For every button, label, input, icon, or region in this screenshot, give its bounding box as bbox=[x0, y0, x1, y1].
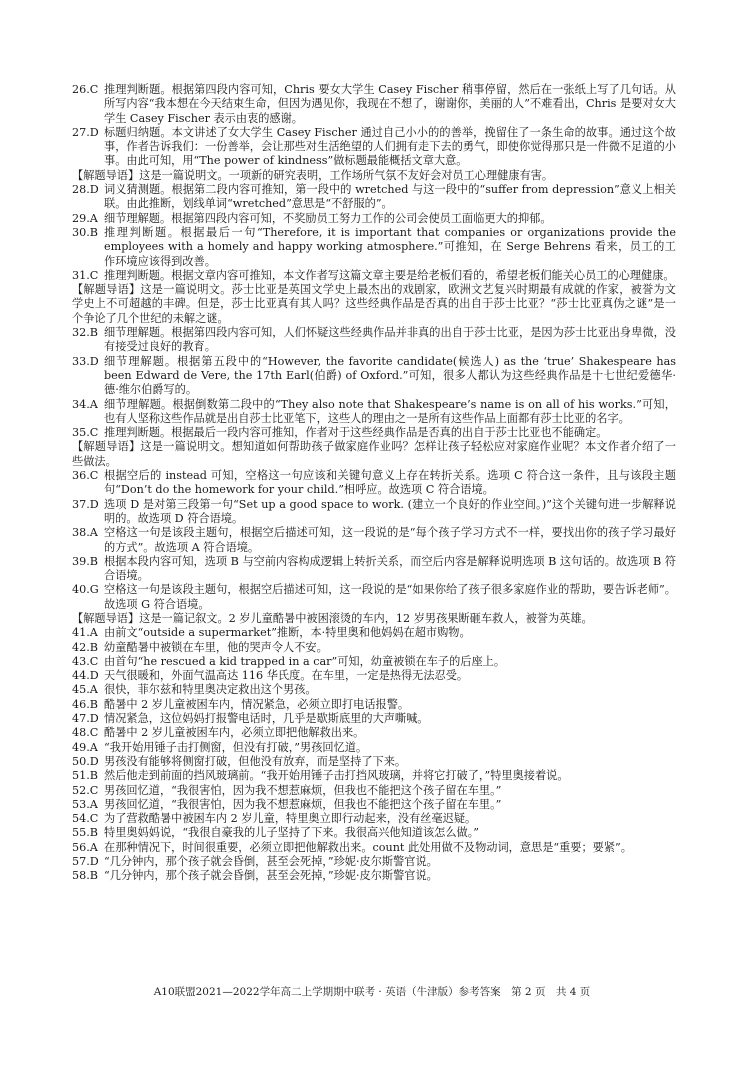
answer-item bbox=[72, 841, 676, 855]
answer-item bbox=[72, 212, 676, 226]
answer-item bbox=[72, 798, 676, 812]
answer-number: 56.A bbox=[72, 840, 98, 854]
answer-item bbox=[72, 555, 676, 584]
answer-explanation: 酷暑中 2 岁儿童被困车内，情况紧急，必须立即打电话报警。 bbox=[104, 697, 410, 711]
answer-number: 45.A bbox=[72, 683, 98, 697]
answer-number: 53.A bbox=[72, 797, 98, 811]
answer-item bbox=[72, 498, 676, 527]
answer-number: 35.C bbox=[72, 426, 99, 440]
answer-number: 58.B bbox=[72, 869, 99, 883]
answer-explanation: 天气很暖和，外面气温高达 116 华氏度。在车里，一定是热得无法忍受。 bbox=[104, 669, 469, 683]
answer-explanation: 男孩没有能够将侧窗打破，但他没有放弃，而是坚持了下来。 bbox=[104, 754, 407, 768]
answer-explanation: 标题归纳题。本文讲述了女大学生 Casey Fischer 通过自己小小的的善举，挽留住了一条生命的故事。通过这个故事，作者告诉我们：一份善举，会让那些对生活绝望的人们拥有走下去的勇气，即使你觉得那只是一件微不足道的小事。由此可知，用“The power of kindness”做标题最能概括文章大意。 bbox=[104, 125, 676, 168]
answer-number: 42.B bbox=[72, 640, 99, 654]
answer-item bbox=[72, 398, 676, 427]
answer-item bbox=[72, 712, 676, 726]
answer-explanation: 细节理解题。根据第四段内容可知，人们怀疑这些经典作品并非真的出自于莎士比亚，是因为莎士比亚出身卑微，没有接受过良好的教育。 bbox=[104, 326, 676, 354]
answer-number: 55.B bbox=[72, 826, 99, 840]
answer-item bbox=[72, 83, 676, 126]
answer-item bbox=[72, 655, 676, 669]
answer-explanation: “几分钟内，那个孩子就会昏倒，甚至会死掉，”珍妮·皮尔斯警官说。 bbox=[104, 869, 438, 883]
answer-number: 54.C bbox=[72, 812, 99, 826]
answer-item bbox=[72, 469, 676, 498]
answer-explanation: 细节理解题。根据第四段内容可知，不奖励员工努力工作的公司会使员工面临更大的抑郁。 bbox=[104, 211, 552, 225]
passage-intro: 【解题导语】这是一篇说明文。一项新的研究表明，工作场所气氛不友好会对员工心理健康有害。 bbox=[72, 168, 554, 182]
answer-explanation: 推理判断题。根据最后一段内容可推知，作者对于这些经典作品是否真的出自于莎士比亚也不能确定。 bbox=[104, 426, 608, 440]
answer-explanation: 很快，菲尔兹和特里奥决定救出这个男孩。 bbox=[104, 683, 317, 697]
answer-explanation: 由首句“he rescued a kid trapped in a car”可知，幼童被锁在车子的后座上。 bbox=[104, 654, 506, 668]
answer-explanation: 细节理解题。根据第五段中的“However, the favorite candidate(候选人) as the ‘true’ Shakespeare has been Edward de Vere, the 17th Earl(伯爵) of Oxford.”可知，很多人都认为这些经典作品是十七世纪爱德华·德·维尔伯爵写的。 bbox=[104, 354, 676, 397]
answer-number: 37.D bbox=[72, 497, 99, 511]
answer-number: 31.C bbox=[72, 268, 99, 282]
answer-number: 33.D bbox=[72, 354, 99, 368]
answer-number: 40.G bbox=[72, 583, 99, 597]
answer-explanation: 在那种情况下，时间很重要，必须立即把他解救出来。count 此处用做不及物动词，意思是“重要；要紧”。 bbox=[104, 840, 632, 854]
answer-item bbox=[72, 269, 676, 283]
answer-explanation: 选项 D 是对第三段第一句“Set up a good space to work. (建立一个良好的作业空间。)”这个关键句进一步解释说明的。故选项 D 符合语境。 bbox=[104, 497, 676, 525]
answer-item bbox=[72, 726, 676, 740]
answer-explanation: 由前文“outside a supermarket”推断，本·特里奥和他妈妈在超市购物。 bbox=[104, 626, 471, 640]
answer-explanation: 词义猜测题。根据第二段内容可推知，第一段中的 wretched 与这一段中的“suffer from depression”意义上相关联。由此推断，划线单词“wretched”意思是“不舒服的”。 bbox=[104, 183, 676, 211]
answer-explanation: 男孩回忆道，“我很害怕，因为我不想惹麻烦，但我也不能把这个孩子留在车里。” bbox=[104, 797, 502, 811]
answer-explanations bbox=[72, 83, 676, 884]
answer-item bbox=[72, 583, 676, 612]
answer-number: 47.D bbox=[72, 712, 99, 726]
answer-number: 30.B bbox=[72, 225, 99, 239]
answer-item bbox=[72, 426, 676, 440]
answer-explanation: 细节理解题。根据倒数第二段中的“They also note that Shakespeare’s name is on all of his works.”可知，也有人坚称这些作品就是出自莎士比亚笔下，这些人的理由之一是所有这些作品上面都有莎士比亚的名字。 bbox=[104, 397, 676, 425]
answer-item bbox=[72, 626, 676, 640]
answer-number: 52.C bbox=[72, 783, 99, 797]
answer-explanation: 根据空后的 instead 可知，空格这一句应该和关键句意义上存在转折关系。选项 C 符合这一条件，且与该段主题句“Don’t do the homework for your child.”相呼应。故选项 C 符合语境。 bbox=[104, 469, 676, 497]
answer-explanation: 为了营救酷暑中被困车内 2 岁儿童，特里奥立即行动起来，没有丝毫迟疑。 bbox=[104, 812, 477, 826]
answer-explanation: 空格这一句是该段主题句，根据空后描述可知，这一段说的是“每个孩子学习方式不一样，要找出你的孩子学习最好的方式”。故选项 A 符合语境。 bbox=[104, 526, 676, 554]
answer-number: 39.B bbox=[72, 554, 99, 568]
answer-explanation: 空格这一句是该段主题句，根据空后描述可知，这一段说的是“如果你给了孩子很多家庭作业的帮助，要告诉老师”。 故选项 G 符合语境。 bbox=[104, 583, 676, 611]
answer-explanation: 推理判断题。根据最后一句“Therefore, it is important that companies or organizations provide the employees with a homely and happy working atmosphere.”可推知，在 Serge Behrens 看来，员工的工作环境应该得到改善。 bbox=[104, 225, 676, 268]
answer-explanation: 酷暑中 2 岁儿童被困车内，必须立即把他解救出来。 bbox=[104, 726, 365, 740]
answer-explanation: “我开始用锤子击打侧窗，但没有打破，”男孩回忆道。 bbox=[104, 740, 368, 754]
passage-intro: 【解题导语】这是一篇说明文。想知道如何帮助孩子做家庭作业吗？怎样让孩子轻松应对家庭作业呢？本文作者介绍了一些做法。 bbox=[72, 440, 676, 468]
answer-item bbox=[72, 326, 676, 355]
answer-item bbox=[72, 826, 676, 840]
answer-item bbox=[72, 869, 676, 883]
answer-explanation: 推理判断题。根据第四段内容可知，Chris 要女大学生 Casey Fischer 稍事停留，然后在一张纸上写了几句话。从所写内容“我本想在今天结束生命，但因为遇见你，我现在不想了，谢谢你，美丽的人”不难看出，Chris 是要对女大学生 Casey Fischer 表示由衷的感谢。 bbox=[104, 83, 676, 125]
answer-item bbox=[72, 669, 676, 683]
passage-intro: 【解题导语】这是一篇记叙文。2 岁儿童酷暑中被困滚烫的车内，12 岁男孩果断砸车救人，被誉为英雄。 bbox=[72, 611, 593, 625]
answer-item bbox=[72, 855, 676, 869]
answer-explanation: 男孩回忆道，“我很害怕，因为我不想惹麻烦，但我也不能把这个孩子留在车里。” bbox=[104, 783, 502, 797]
answer-item bbox=[72, 755, 676, 769]
answer-number: 44.D bbox=[72, 669, 99, 683]
answer-item bbox=[72, 683, 676, 697]
answer-number: 57.D bbox=[72, 855, 99, 869]
answer-number: 43.C bbox=[72, 654, 99, 668]
answer-number: 48.C bbox=[72, 726, 99, 740]
page-footer: A10联盟2021—2022学年高二上学期期中联考 · 英语（牛津版）参考答案 第 2 页 共 4 页 bbox=[153, 986, 591, 998]
passage-intro: 【解题导语】这是一篇说明文。莎士比亚是英国文学史上最杰出的戏剧家，欧洲文艺复兴时期最有成就的作家，被誉为文学史上不可超越的丰碑。但是，莎士比亚真有其人吗？这些经典作品是否真的出自于莎士比亚？“莎士比亚真伪之谜”是一个争论了几个世纪的未解之谜。 bbox=[72, 283, 676, 325]
answer-number: 38.A bbox=[72, 526, 98, 540]
answer-explanation: 情况紧急，这位妈妈打报警电话时，几乎是歇斯底里的大声嘶喊。 bbox=[104, 712, 429, 726]
answer-explanation: 特里奥妈妈说，“我很自豪我的儿子坚持了下来。我很高兴他知道该怎么做。” bbox=[104, 826, 480, 840]
answer-item bbox=[72, 355, 676, 398]
answer-number: 49.A bbox=[72, 740, 98, 754]
answer-explanation: 推理判断题。根据文章内容可推知，本文作者写这篇文章主要是给老板们看的，希望老板们能关心员工的心理健康。 bbox=[104, 268, 675, 282]
answer-number: 27.D bbox=[72, 125, 99, 139]
answer-number: 36.C bbox=[72, 469, 99, 483]
answer-item bbox=[72, 769, 676, 783]
answer-item bbox=[72, 183, 676, 212]
answer-number: 46.B bbox=[72, 697, 99, 711]
answer-number: 26.C bbox=[72, 83, 99, 96]
answer-item bbox=[72, 784, 676, 798]
answer-item bbox=[72, 126, 676, 169]
answer-explanation: “几分钟内，那个孩子就会昏倒，甚至会死掉，”珍妮·皮尔斯警官说。 bbox=[104, 855, 438, 869]
answer-item bbox=[72, 812, 676, 826]
answer-number: 28.D bbox=[72, 183, 99, 197]
answer-number: 29.A bbox=[72, 211, 98, 225]
answer-item bbox=[72, 526, 676, 555]
answer-explanation: 幼童酷暑中被锁在车里，他的哭声令人不安。 bbox=[104, 640, 328, 654]
answer-explanation: 然后他走到前面的挡风玻璃前。“我开始用锤子击打挡风玻璃，并将它打破了，”特里奥接着说。 bbox=[104, 769, 569, 783]
answer-item bbox=[72, 641, 676, 655]
answer-item bbox=[72, 698, 676, 712]
answer-number: 32.B bbox=[72, 326, 99, 340]
answer-item bbox=[72, 741, 676, 755]
answer-item bbox=[72, 226, 676, 269]
answer-number: 51.B bbox=[72, 769, 99, 783]
answer-number: 41.A bbox=[72, 626, 98, 640]
answer-number: 34.A bbox=[72, 397, 98, 411]
answer-explanation: 根据本段内容可知，选项 B 与空前内容构成逻辑上转折关系，而空后内容是解释说明选项 B 这句话的。故选项 B 符合语境。 bbox=[104, 554, 676, 583]
answer-number: 50.D bbox=[72, 754, 99, 768]
